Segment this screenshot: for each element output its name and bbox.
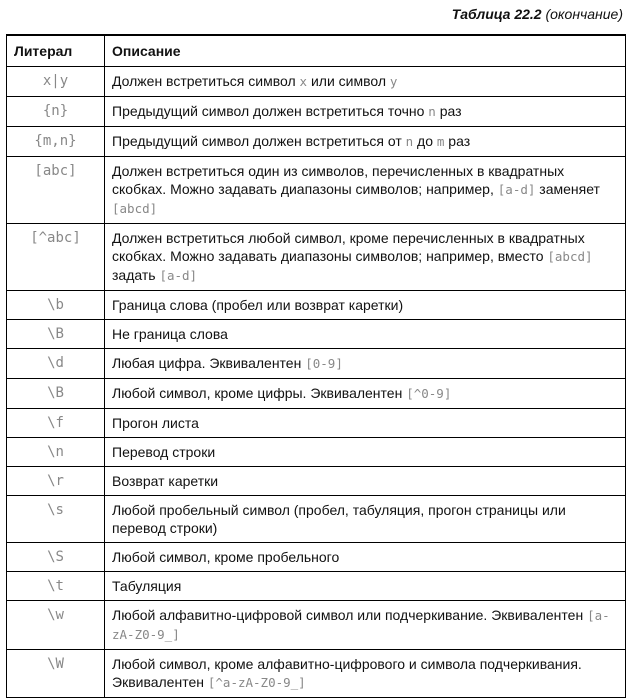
description-cell [105, 67, 626, 97]
literal-cell: \B [7, 320, 105, 349]
literal-cell: \s [7, 496, 105, 543]
literal-cell: \t [7, 572, 105, 601]
table-row [7, 97, 626, 127]
description-cell [105, 496, 626, 543]
table-caption [452, 6, 623, 22]
literal-cell: \b [7, 291, 105, 320]
code-fragment: [abcd] [547, 249, 593, 264]
description-cell [105, 467, 626, 496]
description-text: или символ [307, 73, 390, 89]
description-cell [105, 601, 626, 650]
table-row [7, 572, 626, 601]
table-row [7, 496, 626, 543]
code-fragment: y [389, 74, 398, 89]
description-text: Должен встретиться один из символов, перечисленных в квадратных скобках. Можно задавать диапазоны символов; например, [112, 163, 565, 197]
description-text: заменяет [535, 181, 600, 197]
code-fragment: [^a-zA-Z0-9_] [207, 675, 306, 690]
table-row [7, 320, 626, 349]
description-text: задать [112, 267, 160, 283]
table-caption-label: Таблица 22.2 [451, 6, 542, 22]
description-cell [105, 409, 626, 438]
description-cell [105, 438, 626, 467]
code-fragment: [abcd] [112, 201, 158, 216]
code-fragment: [^0-9] [406, 386, 452, 401]
literal-cell: \w [7, 601, 105, 650]
literal-cell: {n} [7, 97, 105, 127]
code-fragment: [a-zA-Z0-9_] [112, 608, 610, 642]
description-text: Любой символ, кроме цифры. Эквивалентен [112, 385, 407, 401]
description-text: раз [444, 133, 471, 149]
literal-cell: {m,n} [7, 127, 105, 157]
table-row [7, 379, 626, 409]
table-caption-note: (окончание) [545, 6, 623, 22]
code-fragment: [a-d] [497, 182, 536, 197]
table-row [7, 127, 626, 157]
literal-cell: [abc] [7, 157, 105, 224]
code-fragment: n [405, 134, 414, 149]
literal-cell: \r [7, 467, 105, 496]
description-text: Возврат каретки [112, 473, 219, 489]
table-row [7, 467, 626, 496]
description-text: Граница слова (пробел или возврат каретки) [112, 297, 404, 313]
description-cell [105, 320, 626, 349]
literals-table [6, 34, 626, 698]
description-cell [105, 349, 626, 379]
table-row [7, 67, 626, 97]
table-row [7, 224, 626, 291]
description-cell [105, 157, 626, 224]
description-text: Не граница слова [112, 326, 228, 342]
description-cell [105, 543, 626, 572]
table-row [7, 349, 626, 379]
code-fragment: [a-d] [159, 268, 198, 283]
table-row [7, 650, 626, 698]
literal-cell: \S [7, 543, 105, 572]
table-row [7, 409, 626, 438]
code-fragment: x [299, 74, 308, 89]
table-body [7, 67, 626, 698]
description-text: Должен встретиться символ [112, 73, 300, 89]
table-row [7, 543, 626, 572]
literal-cell: \d [7, 349, 105, 379]
description-cell [105, 572, 626, 601]
description-cell [105, 224, 626, 291]
literal-cell: \n [7, 438, 105, 467]
description-text: Предыдущий символ должен встретиться от [112, 133, 406, 149]
description-text: раз [435, 103, 462, 119]
description-text: Перевод строки [112, 444, 216, 460]
table-row [7, 601, 626, 650]
description-text: до [413, 133, 437, 149]
description-text: Любой пробельный символ (пробел, табуляция, прогон страницы или перевод строки) [112, 502, 566, 536]
table-header-row [7, 35, 626, 67]
description-cell [105, 127, 626, 157]
description-text: Любой символ, кроме алфавитно-цифрового и символа подчеркивания. Эквивалентен [112, 656, 582, 690]
description-cell [105, 97, 626, 127]
description-text: Любой символ, кроме пробельного [112, 549, 340, 565]
literal-cell: \W [7, 650, 105, 698]
code-fragment: n [428, 104, 436, 119]
description-text: Табуляция [112, 578, 182, 594]
description-cell [105, 291, 626, 320]
description-cell [105, 379, 626, 409]
table-row [7, 438, 626, 467]
code-fragment: m [436, 134, 445, 149]
description-text: Прогон листа [112, 415, 199, 431]
table-row [7, 157, 626, 224]
description-text: Любая цифра. Эквивалентен [112, 355, 306, 371]
code-fragment: [0-9] [305, 356, 343, 371]
header-literal: Литерал [7, 35, 105, 67]
header-description: Описание [105, 35, 626, 67]
description-text: Предыдущий символ должен встретиться точно [112, 103, 429, 119]
description-text: Любой алфавитно-цифровой символ или подчеркивание. Эквивалентен [112, 607, 588, 623]
literal-cell: [^abc] [7, 224, 105, 291]
literal-cell: x|y [7, 67, 105, 97]
table-row [7, 291, 626, 320]
literal-cell: \f [7, 409, 105, 438]
description-cell [105, 650, 626, 698]
description-text: Должен встретиться любой символ, кроме перечисленных в квадратных скобках. Можно задавать диапазоны символов; например, вместо [112, 230, 585, 264]
literal-cell: \B [7, 379, 105, 409]
